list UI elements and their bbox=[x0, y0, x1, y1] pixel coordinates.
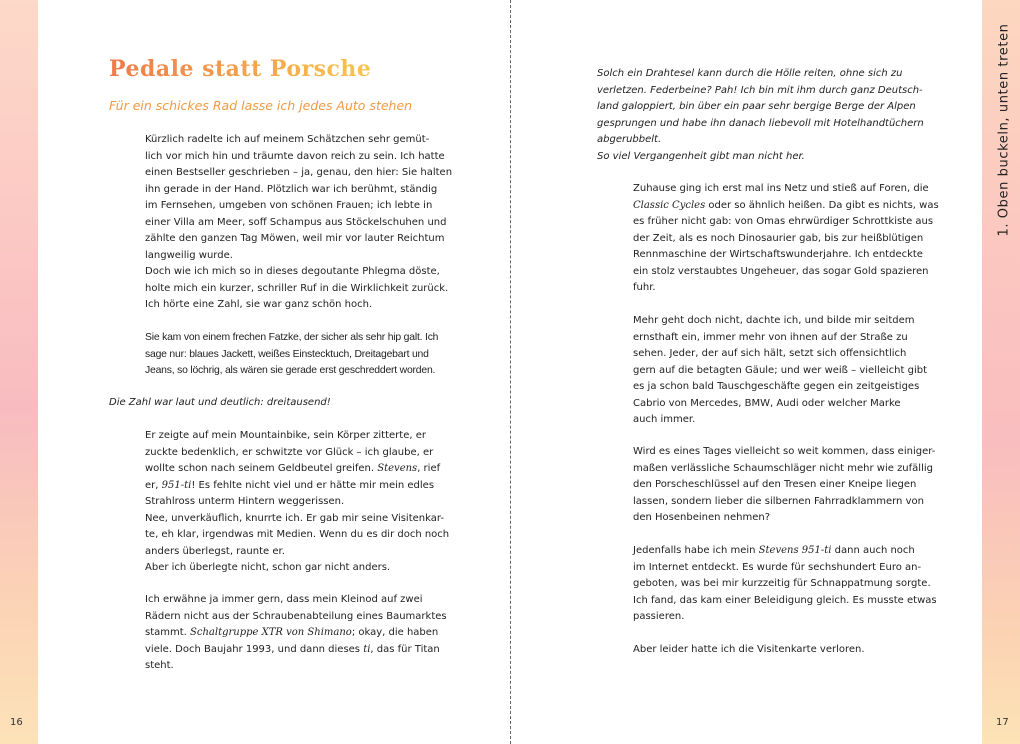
text-line: Solch ein Drahtesel kann durch die Hölle reiten, ohne sich zu bbox=[597, 68, 903, 79]
text-line: zählte den ganzen Tag Möwen, weil mir vor lauter Reichtum bbox=[145, 233, 445, 244]
text-line: So viel Vergangenheit gibt man nicht her. bbox=[597, 150, 805, 162]
model-name: 951-ti bbox=[161, 479, 192, 491]
text-line: ihn gerade in der Hand. Plötzlich war ich berühmt, ständig bbox=[145, 183, 438, 195]
brand-name: Stevens bbox=[377, 463, 418, 474]
text-line: es ja schon bald Tauschgeschäfte gegen ein zeitgeistiges bbox=[633, 381, 920, 392]
paragraph-1 bbox=[145, 132, 452, 314]
text-run: dann auch noch bbox=[831, 545, 915, 556]
text-line: Aber ich überlegte nicht, schon gar nicht anders. bbox=[145, 562, 391, 573]
text-line: ein stolz verstaubtes Ungeheuer, das sogar Gold spazieren bbox=[633, 265, 929, 277]
text-line: te, eh klar, irgendwas mit Medien. Wenn du es dir doch noch bbox=[145, 529, 450, 540]
text-run: viele. Doch Baujahr 1993, und dann dieses bbox=[145, 643, 364, 655]
left-margin-strip bbox=[0, 0, 38, 744]
text-run: ! Es fehlte nicht viel und er hätte mir mein edles bbox=[191, 479, 435, 491]
text-line: einen Bestseller geschrieben – ja, genau, den hier: Sie halten bbox=[145, 167, 453, 178]
text-line: im Fernsehen, umgeben von schönen Frauen; ich lebte in bbox=[145, 200, 433, 211]
chapter-title: Pedale statt Porsche bbox=[109, 56, 372, 82]
text-line: Mehr geht doch nicht, dachte ich, und bilde mir seitdem bbox=[633, 315, 915, 326]
quote-line: Die Zahl war laut und deutlich: dreitausend! bbox=[109, 397, 331, 408]
text-run: , das für Titan bbox=[370, 643, 440, 655]
text-line bbox=[145, 461, 449, 478]
text-line: gesprungen und habe ihn danach liebevoll mit Hotelhandtüchern bbox=[597, 117, 924, 129]
text-line: passieren. bbox=[633, 611, 685, 622]
text-line: Wird es eines Tages vielleicht so weit kommen, dass einiger- bbox=[633, 446, 936, 457]
paragraph-8 bbox=[633, 543, 937, 626]
paragraph-3 bbox=[145, 428, 449, 577]
closing-line: Aber leider hatte ich die Visitenkarte verloren. bbox=[633, 644, 865, 655]
text-line: gern auf die betagten Gäule; und wer weiß – vielleicht gibt bbox=[633, 364, 928, 376]
material-abbr: ti bbox=[363, 643, 371, 655]
text-run: er, bbox=[145, 479, 162, 491]
text-line: fuhr. bbox=[633, 282, 656, 293]
text-line: den Porscheschlüssel auf den Tresen einer Kneipe liegen bbox=[633, 479, 917, 490]
text-line: Zuhause ging ich erst mal ins Netz und stieß auf Foren, die bbox=[633, 183, 929, 194]
text-line: verletzen. Federbeine? Pah! Ich bin mit ihm durch ganz Deutsch- bbox=[597, 84, 923, 96]
text-line: geboten, was bei mir kurzzeitig für Schnappatmung sorgte. bbox=[633, 578, 931, 589]
text-line: sehen. Jeder, der auf sich hält, setzt sich offensichtlich bbox=[633, 348, 907, 359]
text-line: Ich fand, das kam einer Beleidigung gleich. Es musste etwas bbox=[633, 594, 937, 606]
text-line: steht. bbox=[145, 660, 174, 671]
text-line: holte mich ein kurzer, schriller Ruf in die Wirklichkeit zurück. bbox=[145, 282, 449, 294]
text-line: ernsthaft ein, immer mehr von ihnen auf der Straße zu bbox=[633, 331, 908, 343]
text-line: Er zeigte auf mein Mountainbike, sein Körper zitterte, er bbox=[145, 430, 426, 441]
text-line: Ich hörte eine Zahl, sie war ganz schön hoch. bbox=[145, 299, 373, 310]
text-line: maßen verlässliche Schaumschläger nicht mehr wie zufällig bbox=[633, 462, 933, 474]
text-line: Ich erwähne ja immer gern, dass mein Kleinod auf zwei bbox=[145, 594, 423, 605]
text-line: Strahlross unterm Hintern weggerissen. bbox=[145, 496, 345, 507]
text-line: Rennmaschine der Wirtschaftswunderjahre. Ich entdeckte bbox=[633, 249, 923, 260]
text-line: zuckte bedenklich, er schwitzte vor Glück – ich glaube, er bbox=[145, 446, 434, 458]
text-line bbox=[633, 198, 939, 215]
paragraph-2 bbox=[145, 330, 438, 380]
text-line: einer Villa am Meer, soff Schampus aus Stöckelschuhen und bbox=[145, 216, 447, 228]
text-run: ; okay, die haben bbox=[351, 627, 439, 638]
text-run: Jedenfalls habe ich mein bbox=[633, 545, 759, 556]
text-line bbox=[145, 642, 447, 659]
text-line: Kürzlich radelte ich auf meinem Schätzchen sehr gemüt- bbox=[145, 134, 430, 145]
text-line: Doch wie ich mich so in dieses degoutante Phlegma döste, bbox=[145, 266, 440, 277]
text-line bbox=[145, 478, 449, 495]
text-line: Nee, unverkäuflich, knurrte ich. Er gab mir seine Visitenkar- bbox=[145, 512, 444, 524]
chapter-subtitle: Für ein schickes Rad lasse ich jedes Auto stehen bbox=[109, 98, 413, 113]
text-run: wollte schon nach seinem Geldbeutel greifen. bbox=[145, 463, 378, 474]
text-line: Rädern nicht aus der Schraubenabteilung eines Baumarktes bbox=[145, 610, 447, 622]
page-number-right: 17 bbox=[996, 717, 1009, 728]
text-line: anders überlegst, raunte er. bbox=[145, 545, 285, 557]
text-line: es früher nicht gab: von Omas ehrwürdiger Schrottkiste aus bbox=[633, 216, 934, 227]
text-line: der Zeit, als es noch Dinosaurier gab, bis zur heißblütigen bbox=[633, 232, 924, 244]
text-line: lich vor mich hin und träumte davon reich zu sein. Ich hatte bbox=[145, 150, 445, 162]
paragraph-5 bbox=[633, 181, 939, 297]
page-number-left: 16 bbox=[10, 717, 23, 728]
intro-paragraph bbox=[597, 66, 924, 165]
bike-model-name: Stevens 951-ti bbox=[758, 545, 832, 556]
forum-name: Classic Cycles bbox=[633, 199, 706, 211]
text-run: stammt. bbox=[145, 627, 191, 638]
text-line: im Internet entdeckt. Es wurde für sechshundert Euro an- bbox=[633, 561, 922, 573]
chapter-label: 1. Oben buckeln, unten treten bbox=[996, 23, 1012, 237]
text-run: oder so ähnlich heißen. Da gibt es nichts, was bbox=[705, 199, 939, 211]
paragraph-6 bbox=[633, 313, 927, 429]
paragraph-4 bbox=[145, 592, 447, 675]
text-line: auch immer. bbox=[633, 414, 696, 425]
page-divider bbox=[510, 0, 511, 744]
text-line bbox=[145, 625, 447, 642]
text-line: abgerubbelt. bbox=[597, 134, 662, 145]
text-line: lassen, sondern lieber die silbernen Fahrradklammern von bbox=[633, 495, 924, 507]
text-line: land galoppiert, bin über ein paar sehr bergige Berge der Alpen bbox=[597, 101, 916, 112]
text-line: Sie kam von einem frechen Fatzke, der sicher als sehr hip galt. Ich bbox=[145, 332, 439, 343]
text-line: Jeans, so löchrig, als wären sie gerade erst geschreddert worden. bbox=[145, 365, 436, 376]
text-line: den Hosenbeinen nehmen? bbox=[633, 512, 771, 523]
text-line: sage nur: blaues Jackett, weißes Einstecktuch, Dreitagebart und bbox=[145, 348, 429, 360]
text-run: , rief bbox=[417, 463, 441, 474]
paragraph-7 bbox=[633, 444, 935, 527]
component-name: Schaltgruppe XTR von Shimano bbox=[190, 627, 352, 638]
text-line bbox=[633, 543, 937, 560]
text-line: Cabrio von Mercedes, BMW, Audi oder welcher Marke bbox=[633, 397, 901, 409]
text-line: langweilig wurde. bbox=[145, 249, 233, 261]
